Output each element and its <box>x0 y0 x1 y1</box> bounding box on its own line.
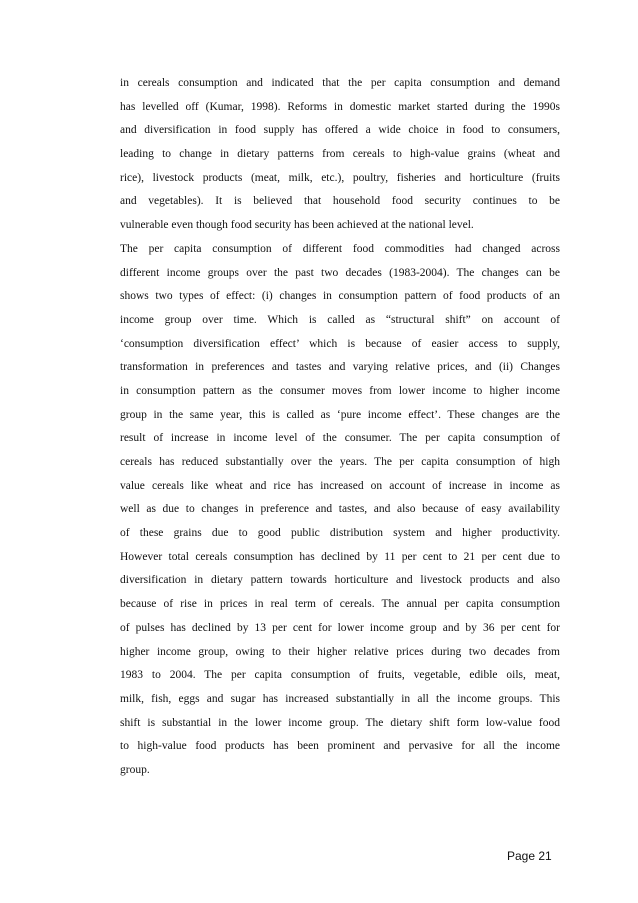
text-line: However total cereals consumption has declined by 11 per cent to 21 per cent due to <box>120 550 560 563</box>
text-line: group. <box>120 763 150 776</box>
text-line: higher income group, owing to their higher relative prices during two decades from <box>120 645 560 658</box>
text-line: has levelled off (Kumar, 1998). Reforms in domestic market started during the 1990s <box>120 100 560 113</box>
text-line: shift is substantial in the lower income group. The dietary shift form low-value food <box>120 716 560 729</box>
text-line: rice), livestock products (meat, milk, etc.), poultry, fisheries and horticulture (fruits <box>120 171 560 184</box>
text-line: of pulses has declined by 13 per cent for lower income group and by 36 per cent for <box>120 621 560 634</box>
text-line: vulnerable even though food security has been achieved at the national level. <box>120 219 474 232</box>
text-line: and diversification in food supply has offered a wide choice in food to consumers, <box>120 124 560 137</box>
text-line: The per capita consumption of different food commodities had changed across <box>120 242 560 255</box>
text-line: value cereals like wheat and rice has increased on account of increase in income as <box>120 479 560 492</box>
text-line: cereals has reduced substantially over the years. The per capita consumption of high <box>120 456 560 468</box>
paragraph-1 <box>120 72 560 238</box>
text-line: transformation in preferences and tastes and varying relative prices, and (ii) Changes <box>120 361 560 374</box>
text-line: because of rise in prices in real term of cereals. The annual per capita consumption <box>120 598 560 611</box>
text-line: in consumption pattern as the consumer moves from lower income to higher income <box>120 384 560 397</box>
text-line: leading to change in dietary patterns from cereals to high-value grains (wheat and <box>120 148 560 161</box>
text-line: shows two types of effect: (i) changes in consumption pattern of food products of an <box>120 290 560 303</box>
text-line: and vegetables). It is believed that household food security continues to be <box>120 195 560 208</box>
text-line: ‘consumption diversification effect’ which is because of easier access to supply, <box>120 337 560 350</box>
text-line: well as due to changes in preference and tastes, and also because of easy availability <box>120 503 560 516</box>
text-line: group in the same year, this is called as ‘pure income effect’. These changes are the <box>120 408 560 421</box>
text-line: in cereals consumption and indicated that the per capita consumption and demand <box>120 77 560 89</box>
page-body <box>120 72 560 783</box>
text-line: milk, fish, eggs and sugar has increased substantially in all the income groups. This <box>120 692 560 705</box>
text-line: 1983 to 2004. The per capita consumption of fruits, vegetable, edible oils, meat, <box>120 669 560 682</box>
page-number: Page 21 <box>507 849 552 863</box>
text-line: to high-value food products has been prominent and pervasive for all the income <box>120 740 560 753</box>
paragraph-2 <box>120 238 560 783</box>
text-line: different income groups over the past two decades (1983-2004). The changes can be <box>120 266 560 279</box>
text-line: result of increase in income level of the consumer. The per capita consumption of <box>120 432 560 445</box>
text-line: of these grains due to good public distribution system and higher productivity. <box>120 527 560 540</box>
text-line: diversification in dietary pattern towards horticulture and livestock products and also <box>120 574 560 587</box>
text-line: income group over time. Which is called as “structural shift” on account of <box>120 313 560 326</box>
